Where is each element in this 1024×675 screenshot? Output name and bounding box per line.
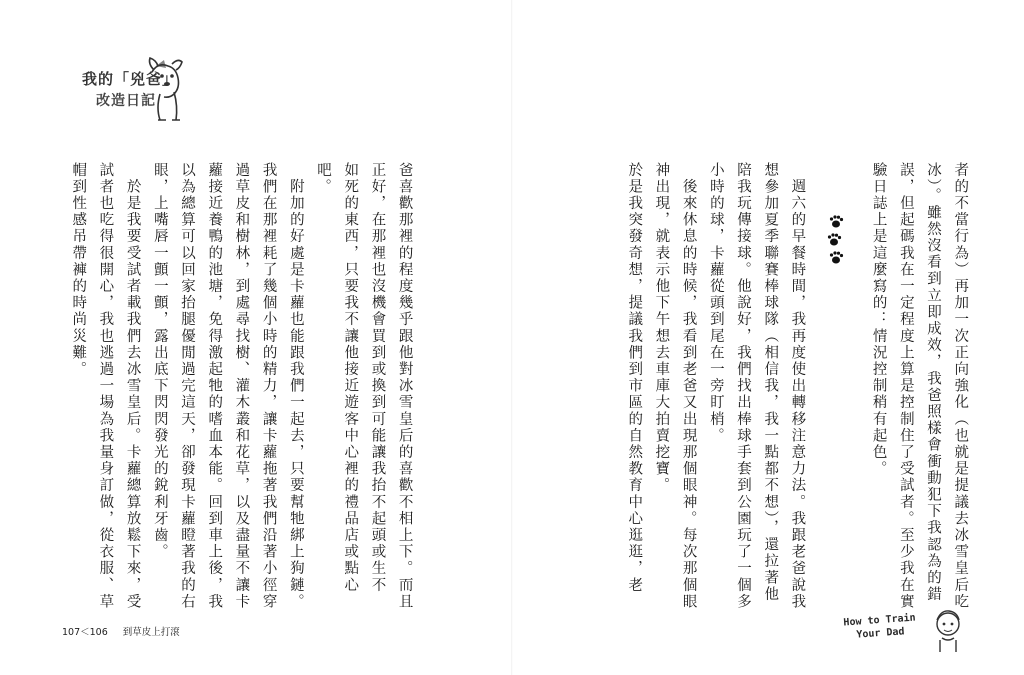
text-line: 神出現，就表示他下午想去車庫大拍賣挖寶。 <box>653 162 670 494</box>
brand-title-line1: 我的「兇爸」 <box>82 70 179 88</box>
text-line: 如死的東西，只要我不讓他接近遊客中心裡的禮品店或點心 <box>342 162 359 594</box>
page-footer <box>62 624 180 638</box>
text-line: 小時的球，卡蘿從頭到尾在一旁盯梢。 <box>707 162 724 445</box>
text-line: 正好，在那裡也沒機會買到或換到可能讓我抬不起頭或生不 <box>369 162 386 594</box>
text-line: 於是我要受試者載我們去冰雪皇后。卡蘿總算放鬆下來，受 <box>124 162 141 611</box>
text-line: 者的不當行為）再加一次正向強化（也就是提議去冰雪皇后吃 <box>952 162 969 611</box>
text-line: 陪我玩傳接球。他說好，我們找出棒球手套到公園玩了一個多 <box>735 162 752 611</box>
chapter-title: 到草皮上打滾 <box>122 627 180 638</box>
left-page-body <box>64 162 418 611</box>
text-line: 附加的好處是卡蘿也能跟我們一起去，只要幫牠綁上狗鏈。 <box>287 162 304 611</box>
text-line: 試者也吃得很開心，我也逃過一場為我量身訂做，從衣服、草 <box>97 162 114 611</box>
text-line: 後來休息的時候，我看到老爸又出現那個眼神。每次那個眼 <box>680 162 697 611</box>
text-line: 以為總算可以回家抬腿優閒過完這天，卻發現卡蘿瞪著我的右 <box>179 162 196 611</box>
text-line: 週六的早餐時間，我再度使出轉移注意力法。我跟老爸說我 <box>789 162 806 611</box>
text-line: 爸喜歡那裡的程度幾乎跟他對冰雪皇后的喜歡不相上下。而且 <box>396 162 413 611</box>
text-line: 想參加夏季聯賽棒球隊（相信我，我一點都不想），還拉著他 <box>762 162 779 603</box>
series-logo <box>820 608 970 658</box>
text-line: 於是我突發奇想，提議我們到市區的自然教育中心逛逛，老 <box>626 162 643 594</box>
text-line: 我們在那裡耗了幾個小時的精力，讓卡蘿拖著我們沿著小徑穿 <box>260 162 277 611</box>
series-logo-line2: Your Dad <box>856 626 905 641</box>
series-logo-line1: How to Train <box>843 612 916 629</box>
text-line: 冰）。雖然沒看到立即成效，我爸照樣會衝動犯下我認為的錯 <box>925 162 942 603</box>
text-line: 吧。 <box>315 162 332 196</box>
book-logo <box>74 42 194 132</box>
text-line: 誤，但起碼我在一定程度上算是控制住了受試者。至少我在實 <box>897 162 914 611</box>
page-gutter <box>511 0 513 675</box>
text-line: 過草皮和樹林，到處尋找樹、灌木叢和花草，以及盡量不讓卡 <box>233 162 250 611</box>
text-line: 驗日誌上是這麼寫的：情況控制稍有起色。 <box>870 162 887 478</box>
brand-title-line2: 改造日記 <box>96 93 156 109</box>
right-page-body <box>620 162 973 611</box>
section-break-paws-icon <box>824 210 848 270</box>
text-line: 蘿接近養鴨的池塘，免得激起牠的嗜血本能。回到車上後，我 <box>206 162 223 611</box>
boy-character-icon <box>928 608 968 654</box>
text-line: 帽到性感吊帶褲的時尚災難。 <box>70 162 87 378</box>
text-line: 眼，上嘴唇一顫一顫，露出底下閃閃發光的銳利牙齒。 <box>151 162 168 561</box>
page-numbers: 107＜106 <box>62 627 108 638</box>
